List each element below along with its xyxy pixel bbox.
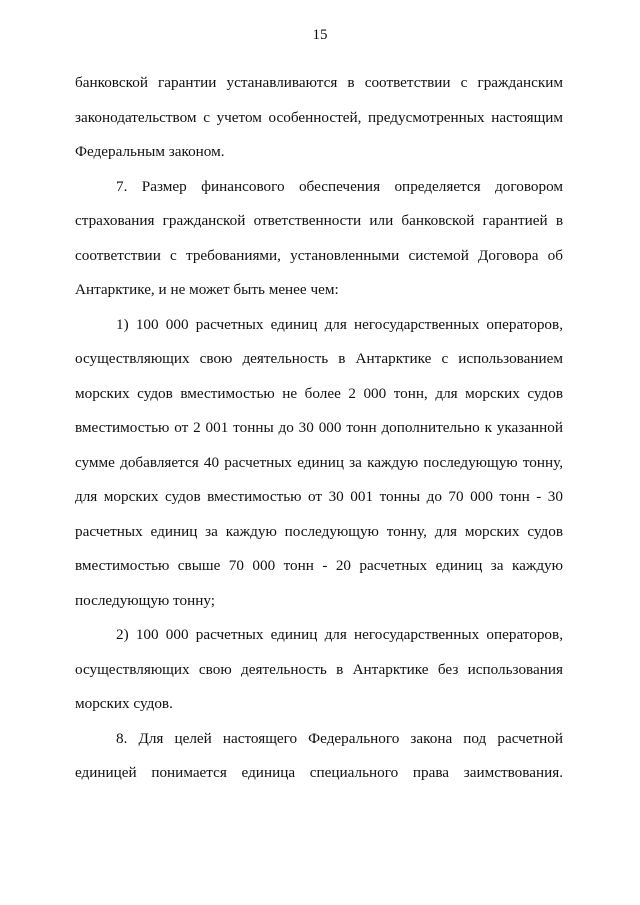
paragraph-7-item-1: 1) 100 000 расчетных единиц для негосударственных операторов, осуществляющих свою деятельность в Антарктике с использованием морских судов вместимостью не более 2 000 тонн, для морских судов вместимостью от 2 001 тонны до 30 000 тонн дополнительно к указанной сумме добавляется 40 расчетных единиц за каждую последующую тонну, для морских судов вместимостью от 30 001 тонны до 70 000 тонн - 30 расчетных единиц за каждую последующую тонну, для морских судов вместимостью свыше 70 000 тонн - 20 расчетных единиц за каждую последующую тонну; — [75, 315, 563, 609]
document-body — [75, 66, 563, 791]
paragraph-8: 8. Для целей настоящего Федерального закона под расчетной единицей понимается единица специального права заимствования. — [75, 729, 563, 781]
paragraph-continued: банковской гарантии устанавливаются в соответствии с гражданским законодательством с учетом особенностей, предусмотренных настоящим Федеральным законом. — [75, 74, 563, 160]
paragraph-7: 7. Размер финансового обеспечения определяется договором страхования гражданской ответственности или банковской гарантией в соответствии с требованиями, установленными системой Договора об Антарктике, и не может быть менее чем: — [75, 177, 563, 298]
paragraph-7-item-2: 2) 100 000 расчетных единиц для негосударственных операторов, осуществляющих свою деятельность в Антарктике без использования морских судов. — [75, 626, 563, 712]
page-number: 15 — [312, 27, 328, 43]
